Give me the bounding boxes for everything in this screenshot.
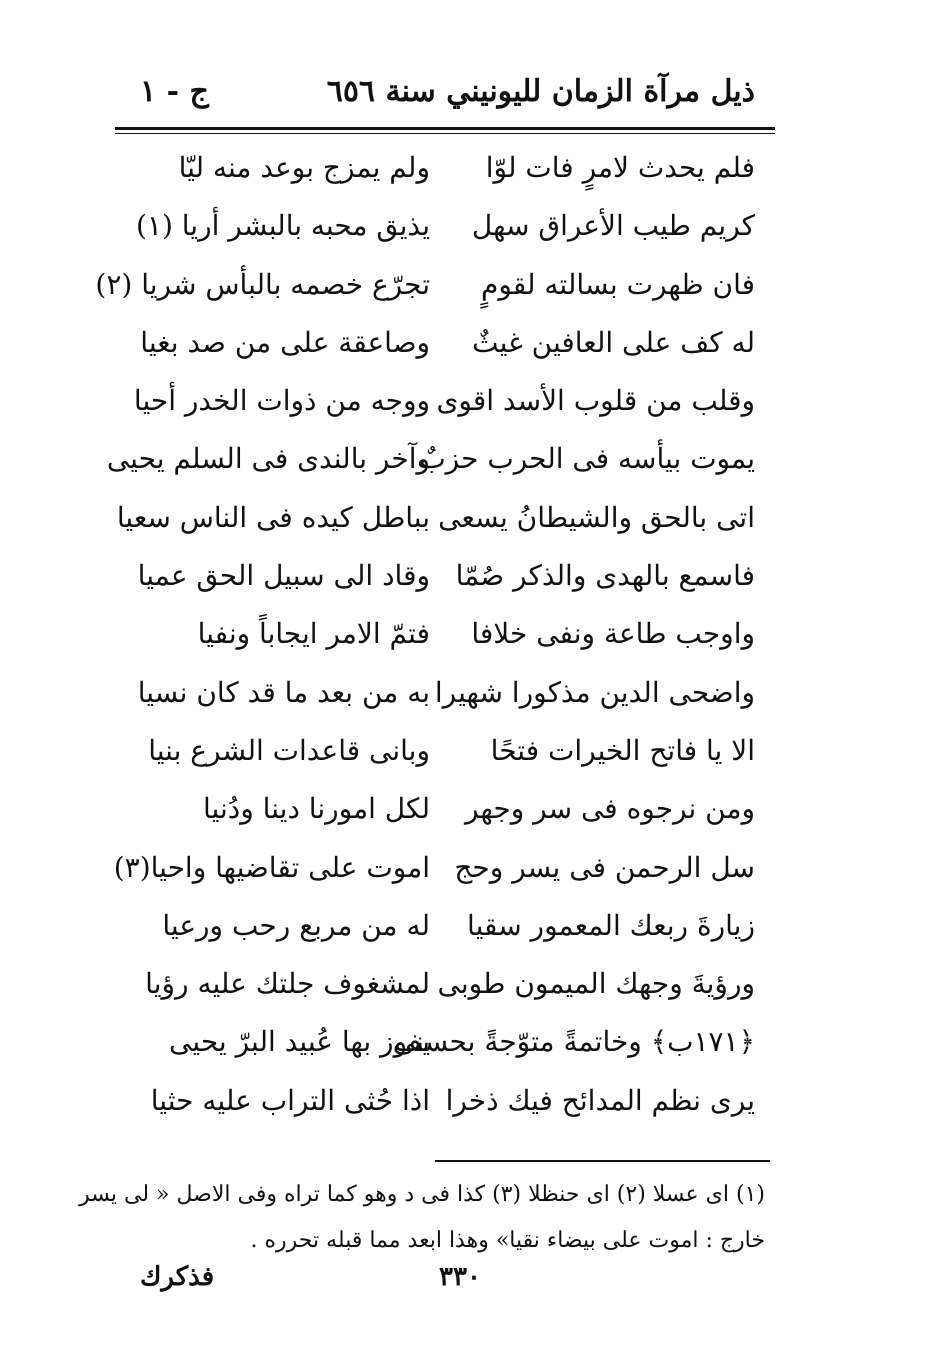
verse-line [140, 956, 755, 1014]
verse-line [113, 840, 755, 898]
verse-first-hemistich: فلم يحدث لامرٍ فات لوّا [485, 151, 755, 184]
verse-line [106, 431, 755, 489]
verse-first-hemistich: واوجب طاعة ونفى خلافا [471, 617, 755, 651]
verse-second-hemistich: ولم يمزج بوعد منه ليّا [178, 151, 430, 184]
verse-first-hemistich: فاسمع بالهدى والذكر صُمّا [455, 559, 755, 593]
verse-line [140, 898, 755, 956]
verse-line [140, 606, 755, 664]
verse-first-hemistich: ومن نرجوه فى سر وجهر [465, 792, 755, 826]
verse-second-hemistich: اموت على تقاضيها واحيا(٣) [113, 850, 430, 884]
verse-line [137, 665, 755, 723]
verse-line [140, 781, 755, 839]
verse-second-hemistich: وصاعقة على من صد بغيا [140, 325, 430, 359]
poem-body [95, 140, 755, 1131]
footnote-line: (١) اى عسلا (٢) اى حنظلا (٣) كذا فى د وهو كما تراه وفى الاصل « لى يسر [79, 1182, 765, 1207]
page-footer [140, 1262, 755, 1307]
verse-first-hemistich: يرى نظم المدائح فيك ذخرا [445, 1083, 755, 1117]
verse-line [133, 373, 755, 431]
verse-second-hemistich: تجرّع خصمه بالبأس شريا (٢) [95, 267, 430, 301]
verse-second-hemistich: وآخر بالندى فى السلم يحيى [106, 442, 430, 476]
verse-line [140, 723, 755, 781]
verse-first-hemistich: كريم طيب الأعراق سهل [471, 209, 755, 243]
header-rule-thin [115, 133, 775, 134]
verse-line [95, 257, 755, 315]
verse-first-hemistich: فان ظهرت بسالته لقومٍ [481, 267, 755, 301]
volume-marker: ج - ١ [140, 74, 209, 109]
verse-first-hemistich: الا يا فاتح الخيرات فتحًا [490, 733, 755, 767]
running-title: ذيل مرآة الزمان لليونيني سنة ٦٥٦ [326, 74, 755, 109]
verse-first-hemistich: اتى بالحق والشيطانُ يسعى [438, 500, 755, 534]
verse-first-hemistich: له كف على العافين غيثٌ [472, 325, 755, 359]
page-number: ٣٣٠ [439, 1262, 481, 1292]
verse-second-hemistich: لمشغوف جلتك عليه رؤيا [145, 967, 430, 1001]
footnote-rule [435, 1160, 770, 1162]
verse-line [140, 315, 755, 373]
verse-line [140, 140, 755, 198]
verse-line [140, 1014, 755, 1072]
verse-line [137, 548, 755, 606]
verse-first-hemistich: سل الرحمن فى يسر وحج [454, 850, 755, 884]
verse-second-hemistich: لكل امورنا دينا ودُنيا [203, 792, 430, 826]
verse-first-hemistich: ورؤيةَ وجهك الميمون طوبى [437, 967, 755, 1001]
verse-first-hemistich: ﴿١٧١ب﴾ وخاتمةً متوّجةً بحسنى [392, 1025, 755, 1059]
running-header [140, 74, 755, 124]
header-rule [115, 127, 775, 130]
verse-second-hemistich: اذا حُثى التراب عليه حثيا [150, 1083, 430, 1117]
verse-second-hemistich: وبانى قاعدات الشرع بنيا [148, 733, 430, 767]
verse-line [135, 198, 755, 256]
verse-second-hemistich: ووجه من ذوات الخدر أحيا [133, 384, 430, 418]
verse-second-hemistich: بباطل كيده فى الناس سعيا [116, 500, 430, 534]
verse-line [140, 1073, 755, 1131]
verse-first-hemistich: وقلب من قلوب الأسد اقوى [436, 384, 755, 418]
footnotes [79, 1172, 765, 1264]
verse-second-hemistich: يفوز بها عُبيد البرّ يحيى [169, 1025, 430, 1059]
catchword: فذكرك [140, 1262, 215, 1292]
verse-line [116, 490, 755, 548]
verse-first-hemistich: يموت بيأسه فى الحرب حزبٌ [419, 442, 755, 476]
verse-second-hemistich: له من مربع رحب ورعيا [162, 908, 430, 942]
verse-first-hemistich: واضحى الدين مذكورا شهيرا [434, 675, 755, 709]
verse-first-hemistich: زيارةَ ربعك المعمور سقيا [467, 908, 755, 942]
verse-second-hemistich: فتمّ الامر ايجاباً ونفيا [197, 617, 430, 651]
verse-second-hemistich: به من بعد ما قد كان نسيا [137, 675, 430, 709]
verse-second-hemistich: وقاد الى سبيل الحق عميا [137, 559, 430, 593]
verse-second-hemistich: يذيق محبه بالبشر أريا (١) [135, 209, 430, 243]
footnote-line: خارج : اموت على بيضاء نقيا» وهذا ابعد مما قبله تحرره . [250, 1228, 765, 1253]
